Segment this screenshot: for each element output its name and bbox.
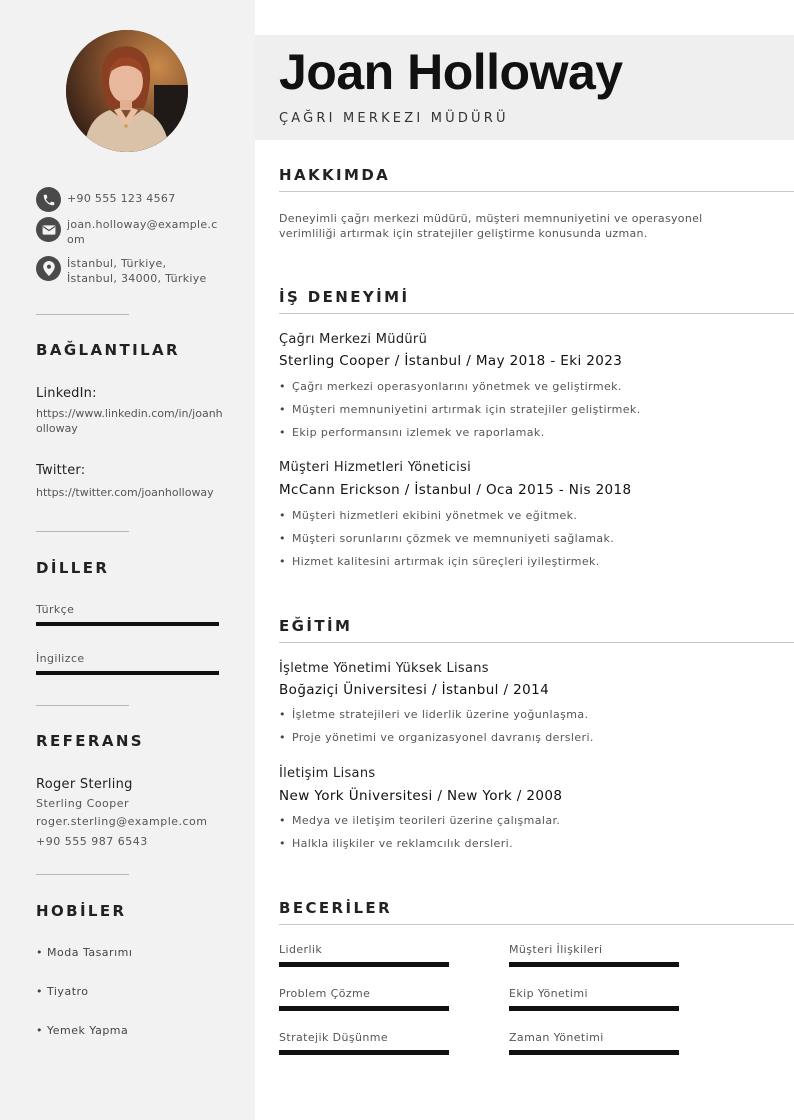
skill-name: Problem Çözme	[279, 987, 371, 1000]
contact-email	[36, 217, 226, 247]
email-text[interactable]: joan.holloway@example.com	[67, 218, 218, 246]
education-heading: EĞİTİM	[279, 617, 353, 635]
about-heading: HAKKIMDA	[279, 166, 391, 184]
skill-level-bar	[509, 1050, 679, 1055]
person-title: ÇAĞRI MERKEZI MÜDÜRÜ	[279, 111, 509, 126]
skill-name: Ekip Yönetimi	[509, 987, 588, 1000]
sidebar-divider	[36, 874, 129, 875]
degree-title: İletişim Lisans	[279, 766, 376, 781]
skill-name: Müşteri İlişkileri	[509, 943, 603, 956]
sidebar-divider	[36, 314, 129, 315]
contact-phone	[36, 187, 226, 212]
education-bullet: • Proje yönetimi ve organizasyonel davranış dersleri.	[279, 731, 594, 744]
connections-heading: BAĞLANTILAR	[36, 341, 181, 359]
skill-name: Stratejik Düşünme	[279, 1031, 389, 1044]
language-name: Türkçe	[36, 603, 75, 616]
hobbies-heading: HOBİLER	[36, 902, 127, 920]
skill-level-bar	[279, 1006, 449, 1011]
job-role: Çağrı Merkezi Müdürü	[279, 332, 428, 347]
avatar	[66, 30, 188, 152]
job-bullet: • Ekip performansını izlemek ve raporlamak.	[279, 426, 545, 439]
skill-level-bar	[279, 1050, 449, 1055]
twitter-url[interactable]: https://twitter.com/joanholloway	[36, 486, 214, 499]
hobby-label: Tiyatro	[47, 985, 89, 998]
skill-level-bar	[509, 962, 679, 967]
job-role: Müşteri Hizmetleri Yöneticisi	[279, 460, 472, 475]
job-bullet: • Müşteri hizmetleri ekibini yönetmek ve eğitmek.	[279, 509, 577, 522]
skill-level-bar	[509, 1006, 679, 1011]
skills-heading: BECERİLER	[279, 899, 393, 917]
job-company: McCann Erickson / İstanbul / Oca 2015 - Nis 2018	[279, 482, 632, 498]
address-text: İstanbul, Türkiye, İstanbul, 34000, Türkiye	[67, 257, 207, 285]
sidebar-divider	[36, 705, 129, 706]
reference-phone: +90 555 987 6543	[36, 835, 148, 848]
sidebar	[0, 0, 255, 1120]
reference-heading: REFERANS	[36, 732, 145, 750]
linkedin-url[interactable]: https://www.linkedin.com/in/joanholloway	[36, 407, 223, 435]
hobby-label: Yemek Yapma	[47, 1024, 129, 1037]
job-bullet: • Hizmet kalitesini artırmak için süreçleri iyileştirmek.	[279, 555, 600, 568]
education-bullet: • İşletme stratejileri ve liderlik üzerine yoğunlaşma.	[279, 708, 588, 721]
education-bullet: • Medya ve iletişim teorileri üzerine çalışmalar.	[279, 814, 560, 827]
phone-text: +90 555 123 4567	[67, 192, 176, 205]
section-rule	[279, 313, 794, 314]
person-name: Joan Holloway	[279, 44, 623, 100]
job-company: Sterling Cooper / İstanbul / May 2018 - Eki 2023	[279, 353, 623, 369]
envelope-icon	[36, 217, 61, 242]
skill-name: Zaman Yönetimi	[509, 1031, 604, 1044]
job-bullet: • Çağrı merkezi operasyonlarını yönetmek ve geliştirmek.	[279, 380, 622, 393]
skill-name: Liderlik	[279, 943, 323, 956]
degree-title: İşletme Yönetimi Yüksek Lisans	[279, 661, 489, 676]
reference-email[interactable]: roger.sterling@example.com	[36, 815, 208, 828]
job-bullet: • Müşteri memnuniyetini artırmak için stratejiler geliştirmek.	[279, 403, 641, 416]
location-pin-icon	[36, 256, 61, 281]
experience-heading: İŞ DENEYİMİ	[279, 288, 410, 306]
header	[255, 35, 794, 140]
degree-school: New York Üniversitesi / New York / 2008	[279, 788, 563, 804]
reference-company: Sterling Cooper	[36, 797, 130, 810]
degree-school: Boğaziçi Üniversitesi / İstanbul / 2014	[279, 682, 550, 698]
education-bullet: • Halkla ilişkiler ve reklamcılık dersleri.	[279, 837, 513, 850]
job-bullet: • Müşteri sorunlarını çözmek ve memnuniyeti sağlamak.	[279, 532, 614, 545]
twitter-label: Twitter:	[36, 463, 86, 478]
section-rule	[279, 191, 794, 192]
language-level-bar	[36, 622, 219, 626]
language-level-bar	[36, 671, 219, 675]
linkedin-label: LinkedIn:	[36, 386, 97, 401]
hobby-item: • Yemek Yapma	[36, 1024, 129, 1037]
profile-photo	[66, 30, 188, 152]
hobby-item: • Tiyatro	[36, 985, 89, 998]
section-rule	[279, 642, 794, 643]
contact-address	[36, 256, 226, 286]
hobby-item: • Moda Tasarımı	[36, 946, 133, 959]
skill-level-bar	[279, 962, 449, 967]
about-text: Deneyimli çağrı merkezi müdürü, müşteri memnuniyetini ve operasyonel verimliliği artırmak için stratejiler geliştirme konusunda uzman.	[279, 212, 703, 240]
language-name: İngilizce	[36, 652, 85, 665]
languages-heading: DİLLER	[36, 559, 110, 577]
section-rule	[279, 924, 794, 925]
reference-name: Roger Sterling	[36, 777, 133, 792]
main-content	[255, 0, 794, 1120]
sidebar-divider	[36, 531, 129, 532]
phone-icon	[36, 187, 61, 212]
hobby-label: Moda Tasarımı	[47, 946, 133, 959]
